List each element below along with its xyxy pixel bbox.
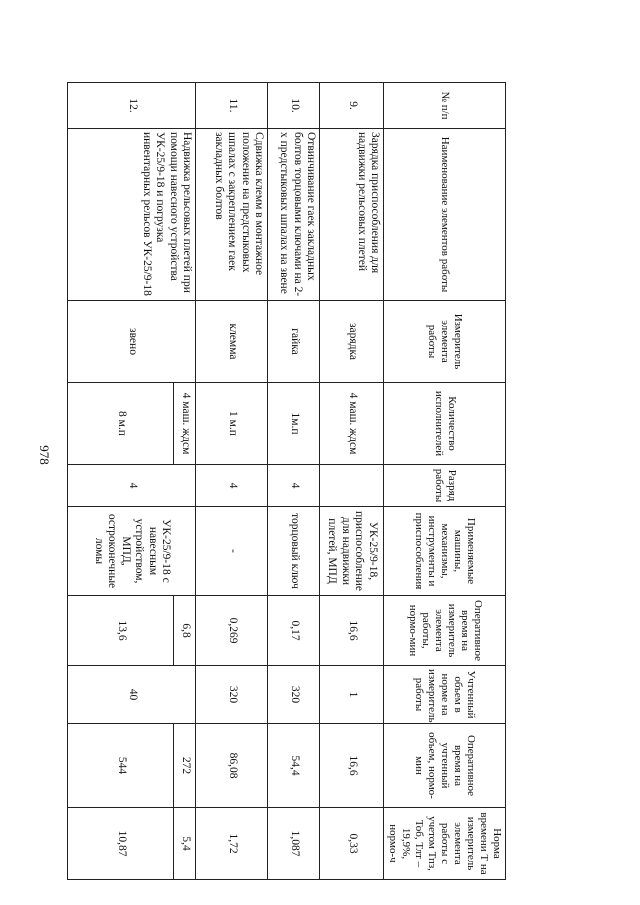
cell-rank: 4 xyxy=(268,465,320,507)
header-no: № п/п xyxy=(384,83,506,129)
work-norms-table xyxy=(67,82,506,880)
table-row xyxy=(196,83,268,880)
cell-norm-a: 5,4 xyxy=(174,808,196,880)
cell-volume: 40 xyxy=(68,666,196,724)
cell-qty: 4 маш. ждсм xyxy=(320,383,384,465)
cell-volume: 1 xyxy=(320,666,384,724)
cell-op-time-total-b: 544 xyxy=(68,724,174,808)
cell-volume: 320 xyxy=(196,666,268,724)
table-header-row xyxy=(384,83,506,880)
cell-op-time: 0,17 xyxy=(268,596,320,666)
cell-op-time-total: 16,6 xyxy=(320,724,384,808)
table-row xyxy=(320,83,384,880)
cell-op-time: 0,269 xyxy=(196,596,268,666)
header-meter: Измеритель элемента работы xyxy=(384,301,506,383)
header-qty: Количество исполнителей xyxy=(384,383,506,465)
cell-norm: 1,087 xyxy=(268,808,320,880)
cell-op-time-a: 6,8 xyxy=(174,596,196,666)
cell-op-time-total-a: 272 xyxy=(174,724,196,808)
cell-norm-b: 10,87 xyxy=(68,808,174,880)
header-op-time: Оперативное время на измеритель элемента работы, нормо-мин xyxy=(384,596,506,666)
header-norm: Норма времени Т на измеритель элемента работы с учетом Тпз, Тоб, Тлт – 19,9%, нормо-ч xyxy=(384,808,506,880)
cell-norm: 1,72 xyxy=(196,808,268,880)
header-rank: Разряд работы xyxy=(384,465,506,507)
table-row xyxy=(174,83,196,880)
cell-name: Отвинчивание гаек закладных болтов торцовыми ключами на 2-х предстыковых шпалах на звене xyxy=(268,129,320,301)
cell-name: Сдвижка клемм в монтажное положение на предстыковых шпалах с закреплением гаек закладных болтов xyxy=(196,129,268,301)
header-op-time-total: Оперативное время на учтенный объем, нормо-мин xyxy=(384,724,506,808)
cell-machines: УК-25/9-18 с навесным устройством, МПД, остроконечные ломы xyxy=(68,507,196,596)
page-number: 978 xyxy=(37,445,52,465)
cell-qty: 1м.п xyxy=(268,383,320,465)
cell-machines: УК-25/9-18, приспособление для надвижки плетей, МПД xyxy=(320,507,384,596)
cell-op-time-total: 54,4 xyxy=(268,724,320,808)
cell-rank: 4 xyxy=(68,465,196,507)
cell-qty: 1 м.п xyxy=(196,383,268,465)
cell-op-time-b: 13,6 xyxy=(68,596,174,666)
cell-meter: клемма xyxy=(196,301,268,383)
cell-no: 12. xyxy=(68,83,196,129)
cell-meter: зарядка xyxy=(320,301,384,383)
cell-norm: 0,33 xyxy=(320,808,384,880)
cell-rank xyxy=(320,465,384,507)
cell-op-time: 16,6 xyxy=(320,596,384,666)
cell-meter: гайка xyxy=(268,301,320,383)
cell-no: 10. xyxy=(268,83,320,129)
table-row xyxy=(268,83,320,880)
header-machines: Применяемые машины, механизмы, инструменты и приспособления xyxy=(384,507,506,596)
cell-rank: 4 xyxy=(196,465,268,507)
cell-no: 11. xyxy=(196,83,268,129)
cell-name: Зарядка приспособления для надвижки рельсовых плетей xyxy=(320,129,384,301)
cell-machines: торцовый ключ xyxy=(268,507,320,596)
cell-qty-b: 8 м.п xyxy=(68,383,174,465)
cell-volume: 320 xyxy=(268,666,320,724)
rotated-page-region xyxy=(86,82,506,875)
cell-no: 9. xyxy=(320,83,384,129)
cell-qty-a: 4 маш. ждсм xyxy=(174,383,196,465)
cell-op-time-total: 86,08 xyxy=(196,724,268,808)
header-name: Наименование элементов работы xyxy=(384,129,506,301)
cell-machines: - xyxy=(196,507,268,596)
header-volume: Учтенный объем в норме на измеритель работы xyxy=(384,666,506,724)
cell-meter: звено xyxy=(68,301,196,383)
cell-name: Надвижка рельсовых плетей при помощи навесного устройства УК-25/9-18 и погрузка инвентарных рельсов УК-25/9-18 xyxy=(68,129,196,301)
work-norms-table-container xyxy=(86,82,506,875)
